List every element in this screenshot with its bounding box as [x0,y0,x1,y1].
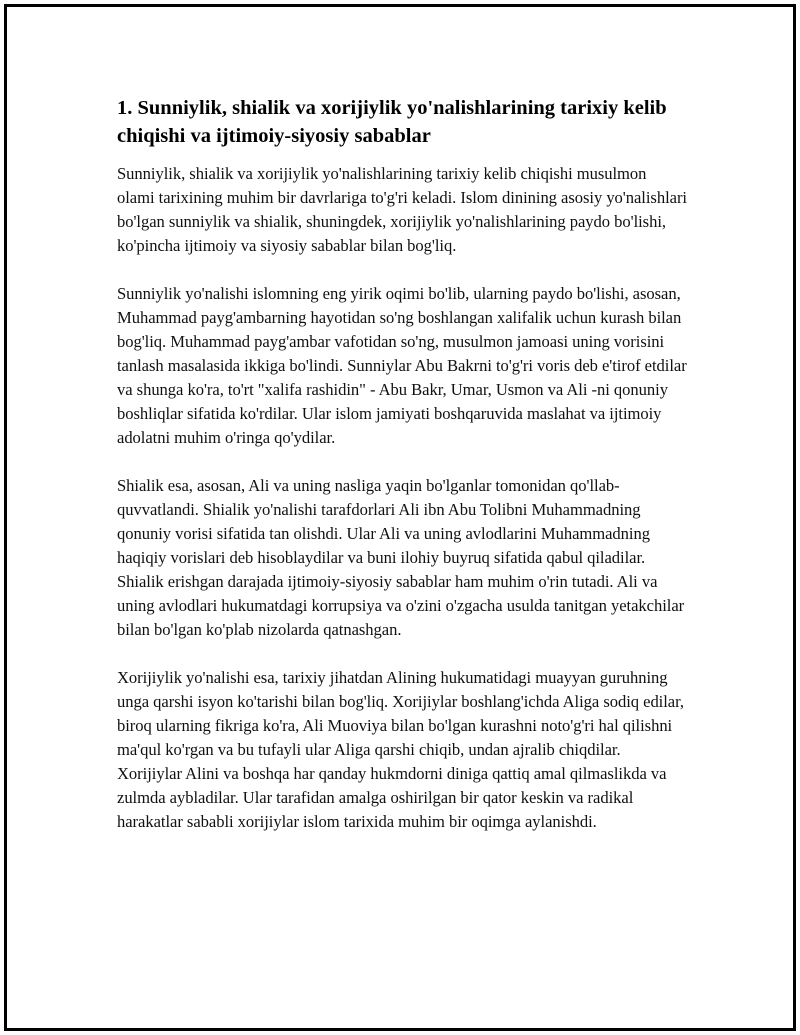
paragraph-intro: Sunniylik, shialik va xorijiylik yo'nalishlarining tarixiy kelib chiqishi musulmon olami tarixining muhim bir davrlariga to'g'ri keladi. Islom dinining asosiy yo'nalishlari bo'lgan sunniylik va shialik, shuningdek, xorijiylik yo'nalishlarining paydo bo'lishi, ko'pincha ijtimoiy va siyosiy sabablar bilan bog'liq. [117,164,687,255]
document-body [117,94,687,834]
paragraph-shialik: Shialik esa, asosan, Ali va uning nasliga yaqin bo'lganlar tomonidan qo'llab-quvvatlandi. Shialik yo'nalishi tarafdorlari Ali ibn Abu Tolibni Muhammadning qonuniy vorisi sifatida tan olishdi. Ular Ali va uning avlodlarini Muhammadning haqiqiy vorislari deb hisoblaydilar va buni ilohiy buyruq sifatida qabul qiladilar. Shialik erishgan darajada ijtimoiy-siyosiy sabablar ham muhim o'rin tutadi. Ali va uning avlodlari hukumatdagi korrupsiya va o'zini o'zgacha usulda tanitgan yetakchilar bilan bo'lgan ko'plab nizolarda qatnashgan. [117,476,685,639]
section-heading: 1. Sunniylik, shialik va xorijiylik yo'nalishlarining tarixiy kelib chiqishi va ijtimoiy-siyosiy sabablar [117,97,667,147]
paragraph-sunniylik: Sunniylik yo'nalishi islomning eng yirik oqimi bo'lib, ularning paydo bo'lishi, asosan, Muhammad payg'ambarning hayotidan so'ng boshlangan xalifalik uchun kurash bilan bog'liq. Muhammad payg'ambar vafotidan so'ng, musulmon jamoasi uning vorisini tanlash masalasida ikkiga bo'lindi. Sunniylar Abu Bakrni to'g'ri voris deb e'tirof etdilar va shunga ko'ra, to'rt "xalifa rashidin" - Abu Bakr, Umar, Usmon va Ali -ni qonuniy boshliqlar sifatida ko'rdilar. Ular islom jamiyati boshqaruvida maslahat va ijtimoiy adolatni muhim o'ringa qo'ydilar. [117,284,687,447]
paragraph-xorijiylik: Xorijiylik yo'nalishi esa, tarixiy jihatdan Alining hukumatidagi muayyan guruhning unga qarshi isyon ko'tarishi bilan bog'liq. Xorijiylar boshlang'ichda Aliga sodiq edilar, biroq ularning fikriga ko'ra, Ali Muoviya bilan bo'lgan kurashni noto'g'ri hal qilishni ma'qul ko'rgan va bu tufayli ular Aliga qarshi chiqib, undan ajralib chiqdilar. Xorijiylar Alini va boshqa har qanday hukmdorni diniga qattiq amal qilmaslikda va zulmda aybladilar. Ular tarafidan amalga oshirilgan bir qator keskin va radikal harakatlar sababli xorijiylar islom tarixida muhim bir oqimga aylanishdi. [117,668,685,831]
